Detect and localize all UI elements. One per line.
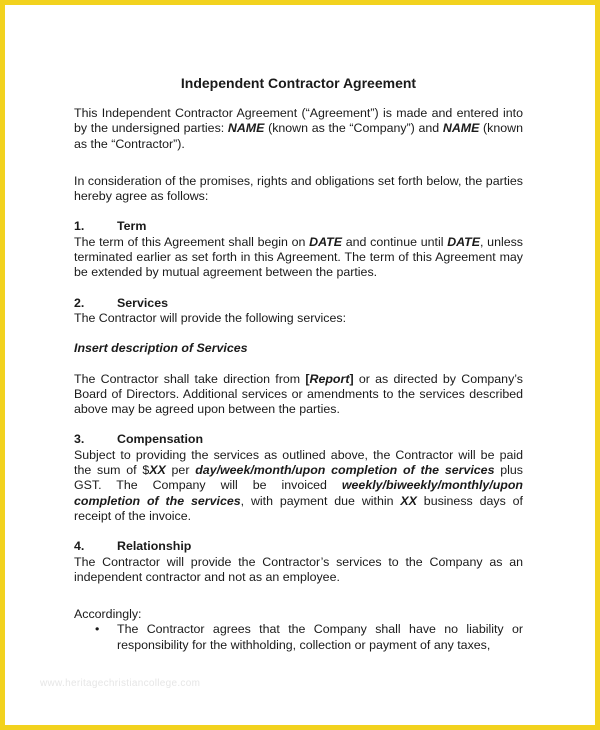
direction-text: The Contractor shall take direction from bbox=[74, 371, 306, 386]
term-paragraph bbox=[74, 235, 523, 281]
direction-text: or as directed by Company’s Board of Directors. Additional services or amendments to the services described above may be agreed upon between the parties. bbox=[74, 371, 523, 417]
section-heading-services bbox=[74, 296, 523, 311]
contractor-name-placeholder: NAME bbox=[442, 121, 480, 136]
services-description-placeholder: Insert description of Services bbox=[74, 341, 248, 356]
compensation-text: , with payment due within bbox=[240, 493, 401, 508]
accordingly-label: Accordingly: bbox=[74, 607, 142, 622]
section-title: Compensation bbox=[117, 432, 204, 447]
compensation-paragraph bbox=[74, 448, 523, 524]
compensation-text: Subject to providing the services as outlined above, the Contractor will be paid the sum of $ bbox=[74, 447, 523, 478]
section-title: Relationship bbox=[117, 539, 192, 554]
term-text: , unless terminated earlier as set forth in this Agreement. The term of this Agreement may be extended by mutual agreement between the parties. bbox=[74, 234, 523, 280]
section-number: 4. bbox=[74, 539, 85, 554]
start-date-placeholder: DATE bbox=[309, 234, 342, 249]
section-title: Term bbox=[117, 219, 147, 234]
relationship-paragraph: The Contractor will provide the Contractor’s services to the Company as an independent contractor and not as an employee. bbox=[74, 554, 523, 584]
compensation-text: plus GST. The Company will be invoiced bbox=[74, 463, 523, 493]
bullet-item bbox=[74, 622, 523, 653]
payment-period-placeholder: day/week/month/upon completion of the services bbox=[195, 463, 495, 478]
invoice-period-placeholder: weekly/biweekly/monthly/upon completion of the services bbox=[74, 478, 523, 508]
watermark-text: www.heritagechristiancollege.com bbox=[40, 678, 201, 689]
end-date-placeholder: DATE bbox=[447, 234, 480, 249]
document-page bbox=[74, 74, 523, 653]
section-heading-relationship bbox=[74, 539, 523, 554]
compensation-text: per bbox=[165, 463, 196, 478]
section-title: Services bbox=[117, 295, 168, 310]
term-text: The term of this Agreement shall begin on bbox=[74, 234, 310, 249]
section-heading-compensation bbox=[74, 432, 523, 447]
days-placeholder: XX bbox=[400, 493, 417, 508]
section-number: 3. bbox=[74, 432, 85, 447]
report-bracket: ] bbox=[349, 371, 354, 386]
section-heading-term bbox=[74, 219, 523, 234]
report-bracket: [ bbox=[305, 371, 310, 386]
intro-text: (known as the “Company”) and bbox=[264, 121, 443, 136]
bullet-glyph: • bbox=[95, 622, 100, 637]
document-title: Independent Contractor Agreement bbox=[180, 75, 417, 91]
term-text: and continue until bbox=[341, 234, 448, 249]
intro-text: This Independent Contractor Agreement (“Agreement”) is made and entered into by the undersigned parties: bbox=[74, 106, 523, 136]
report-placeholder: Report bbox=[309, 371, 350, 386]
company-name-placeholder: NAME bbox=[227, 121, 265, 136]
section-number: 1. bbox=[74, 219, 85, 234]
direction-paragraph bbox=[74, 372, 523, 418]
intro-text: (known as the “Contractor”). bbox=[74, 121, 523, 151]
compensation-text: business days of receipt of the invoice. bbox=[74, 493, 523, 523]
bullet-text: The Contractor agrees that the Company shall have no liability or responsibility for the withholding, collection or payment of any taxes, bbox=[117, 622, 523, 652]
section-number: 2. bbox=[74, 295, 85, 310]
consideration-paragraph: In consideration of the promises, rights and obligations set forth below, the parties hereby agree as follows: bbox=[74, 173, 523, 204]
intro-paragraph bbox=[74, 106, 523, 152]
services-paragraph: The Contractor will provide the following services: bbox=[74, 310, 347, 325]
amount-placeholder: XX bbox=[149, 463, 166, 478]
